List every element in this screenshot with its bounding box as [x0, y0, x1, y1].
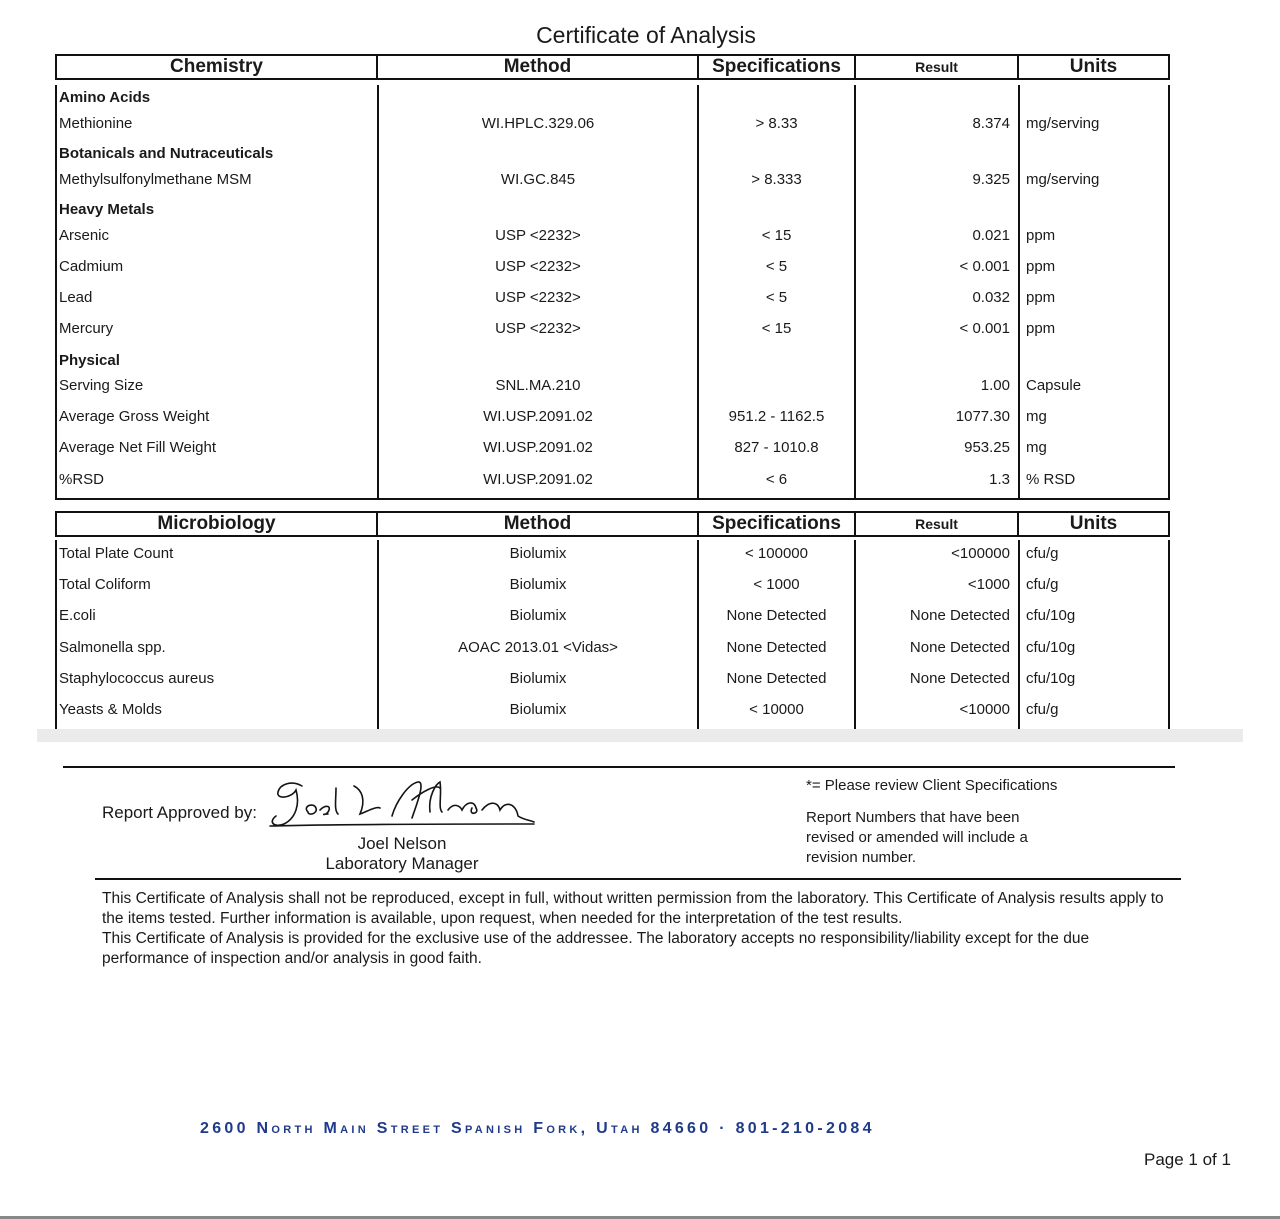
disclaimer-paragraph: This Certificate of Analysis shall not be reproduced, except in full, without written permission from the laboratory. This Certificate of Analysis results apply to the items tested. Further information is available, upon request, when needed for the interpretation of the test results. — [102, 890, 1164, 927]
units-cell: cfu/10g — [1026, 670, 1076, 687]
microbiology-header-method: Method — [378, 513, 699, 535]
table-row — [57, 405, 1168, 429]
grey-band — [37, 729, 1243, 742]
method-cell: USP <2232> — [495, 289, 581, 306]
spec-cell: < 6 — [765, 471, 788, 488]
microbiology-header-name: Microbiology — [57, 513, 378, 535]
units-cell: cfu/g — [1026, 576, 1059, 593]
analyte-name: Methionine — [59, 115, 133, 132]
result-cell: <10000 — [959, 701, 1010, 718]
table-row — [57, 604, 1168, 628]
analyte-name: Methylsulfonylmethane MSM — [59, 171, 252, 188]
chemistry-header-row — [55, 54, 1170, 80]
page-title: Certificate of Analysis — [536, 22, 756, 48]
method-cell: USP <2232> — [495, 258, 581, 275]
revision-note-line: revised or amended will include a — [806, 829, 1028, 846]
microbiology-header-row — [55, 511, 1170, 537]
microbiology-header-units: Units — [1069, 513, 1118, 534]
analyte-name: Yeasts & Molds — [59, 701, 162, 718]
analyte-name: Average Gross Weight — [59, 408, 210, 425]
table-row — [57, 436, 1168, 460]
result-cell: None Detected — [909, 639, 1010, 656]
analyte-name: Cadmium — [59, 258, 124, 275]
analyte-name: E.coli — [59, 607, 96, 624]
spec-cell: < 15 — [761, 320, 792, 337]
analyte-name: Total Coliform — [59, 576, 151, 593]
table-row — [57, 374, 1168, 398]
chemistry-header-result: Result — [856, 56, 1019, 78]
method-cell: WI.USP.2091.02 — [483, 408, 593, 425]
chemistry-header-units: Units — [1069, 56, 1118, 77]
units-cell: ppm — [1026, 289, 1056, 306]
category-label: Amino Acids — [59, 89, 151, 106]
spec-cell: < 1000 — [753, 576, 800, 593]
microbiology-body — [55, 540, 1170, 731]
method-cell: USP <2232> — [495, 227, 581, 244]
category-row — [57, 86, 1168, 110]
category-row — [57, 142, 1168, 166]
category-label: Heavy Metals — [59, 201, 155, 218]
method-cell: Biolumix — [509, 670, 567, 687]
result-cell: 8.374 — [972, 115, 1010, 132]
category-row — [57, 349, 1168, 373]
spec-cell: 827 - 1010.8 — [734, 439, 819, 456]
spec-cell: > 8.333 — [751, 171, 802, 188]
revision-note-line: revision number. — [806, 849, 917, 866]
page-number: Page 1 of 1 — [1144, 1150, 1231, 1169]
spec-cell: 951.2 - 1162.5 — [728, 408, 825, 425]
approver-name: Joel Nelson — [357, 834, 447, 853]
approver-role: Laboratory Manager — [325, 854, 479, 873]
result-cell: <1000 — [967, 576, 1010, 593]
units-cell: mg/serving — [1026, 171, 1100, 188]
analyte-name: %RSD — [59, 471, 105, 488]
analyte-name: Arsenic — [59, 227, 110, 244]
result-cell: 1077.30 — [955, 408, 1010, 425]
spec-cell: None Detected — [726, 670, 827, 687]
category-label: Botanicals and Nutraceuticals — [59, 145, 274, 162]
method-cell: USP <2232> — [495, 320, 581, 337]
units-cell: ppm — [1026, 227, 1056, 244]
divider-top — [63, 766, 1175, 768]
revision-note-line: Report Numbers that have been — [806, 809, 1020, 826]
result-cell: 0.021 — [972, 227, 1010, 244]
lab-address: 2600 North Main Street Spanish Fork, Utah 84660 · 801-210-2084 — [200, 1120, 875, 1137]
chemistry-table — [55, 54, 1170, 500]
disclaimer — [102, 889, 1172, 969]
table-row — [57, 542, 1168, 566]
units-cell: mg — [1026, 439, 1047, 456]
analyte-name: Lead — [59, 289, 93, 306]
result-cell: <100000 — [951, 545, 1010, 562]
spec-cell: > 8.33 — [755, 115, 798, 132]
analyte-name: Serving Size — [59, 377, 144, 394]
units-cell: cfu/g — [1026, 545, 1059, 562]
category-label: Physical — [59, 352, 120, 369]
method-cell: Biolumix — [509, 576, 567, 593]
method-cell: Biolumix — [509, 701, 567, 718]
units-cell: ppm — [1026, 258, 1056, 275]
result-cell: < 0.001 — [959, 320, 1010, 337]
result-cell: 0.032 — [972, 289, 1010, 306]
analyte-name: Average Net Fill Weight — [59, 439, 217, 456]
method-cell: WI.USP.2091.02 — [483, 439, 593, 456]
chemistry-header-method: Method — [378, 56, 699, 78]
method-cell: WI.GC.845 — [500, 171, 576, 188]
spec-cell: < 5 — [765, 258, 788, 275]
analyte-name: Salmonella spp. — [59, 639, 166, 656]
table-row — [57, 286, 1168, 310]
disclaimer-paragraph: This Certificate of Analysis is provided for the exclusive use of the addressee. The laboratory accepts no responsibility/liability except for the due performance of inspection and/or analysis in good faith. — [102, 930, 1090, 967]
result-cell: None Detected — [909, 670, 1010, 687]
analyte-name: Staphylococcus aureus — [59, 670, 215, 687]
divider-bottom — [95, 878, 1181, 880]
analyte-name: Total Plate Count — [59, 545, 174, 562]
table-row — [57, 698, 1168, 722]
result-cell: 9.325 — [972, 171, 1010, 188]
units-cell: cfu/10g — [1026, 607, 1076, 624]
chemistry-header-name: Chemistry — [57, 56, 378, 78]
result-cell: 953.25 — [964, 439, 1010, 456]
chemistry-header-spec: Specifications — [699, 56, 856, 78]
result-cell: 1.00 — [980, 377, 1010, 394]
method-cell: WI.HPLC.329.06 — [481, 115, 595, 132]
microbiology-table — [55, 511, 1170, 731]
spec-cell: < 5 — [765, 289, 788, 306]
table-row — [57, 224, 1168, 248]
table-row — [57, 468, 1168, 492]
spec-cell: None Detected — [726, 607, 827, 624]
microbiology-header-result: Result — [856, 513, 1019, 535]
units-cell: mg/serving — [1026, 115, 1100, 132]
spec-cell: < 15 — [761, 227, 792, 244]
units-cell: cfu/10g — [1026, 639, 1076, 656]
client-spec-note: *= Please review Client Specifications — [806, 777, 1058, 794]
microbiology-header-spec: Specifications — [699, 513, 856, 535]
result-cell: 1.3 — [989, 471, 1010, 488]
units-cell: cfu/g — [1026, 701, 1059, 718]
category-row — [57, 198, 1168, 222]
method-cell: SNL.MA.210 — [495, 377, 581, 394]
table-row — [57, 168, 1168, 192]
chemistry-body — [55, 85, 1170, 500]
table-row — [57, 573, 1168, 597]
signature-image — [262, 776, 542, 842]
revision-note — [806, 808, 1028, 868]
method-cell: Biolumix — [509, 607, 567, 624]
units-cell: ppm — [1026, 320, 1056, 337]
table-row — [57, 317, 1168, 341]
result-cell: None Detected — [909, 607, 1010, 624]
spec-cell: < 10000 — [749, 701, 804, 718]
spec-cell: < 100000 — [745, 545, 808, 562]
analyte-name: Mercury — [59, 320, 114, 337]
table-row — [57, 255, 1168, 279]
method-cell: AOAC 2013.01 <Vidas> — [458, 639, 618, 656]
table-row — [57, 667, 1168, 691]
result-cell: < 0.001 — [959, 258, 1010, 275]
method-cell: WI.USP.2091.02 — [483, 471, 593, 488]
units-cell: Capsule — [1026, 377, 1082, 394]
units-cell: mg — [1026, 408, 1047, 425]
table-row — [57, 636, 1168, 660]
method-cell: Biolumix — [509, 545, 567, 562]
units-cell: % RSD — [1026, 471, 1076, 488]
report-approved-label: Report Approved by: — [102, 803, 257, 822]
spec-cell: None Detected — [726, 639, 827, 656]
table-row — [57, 112, 1168, 136]
